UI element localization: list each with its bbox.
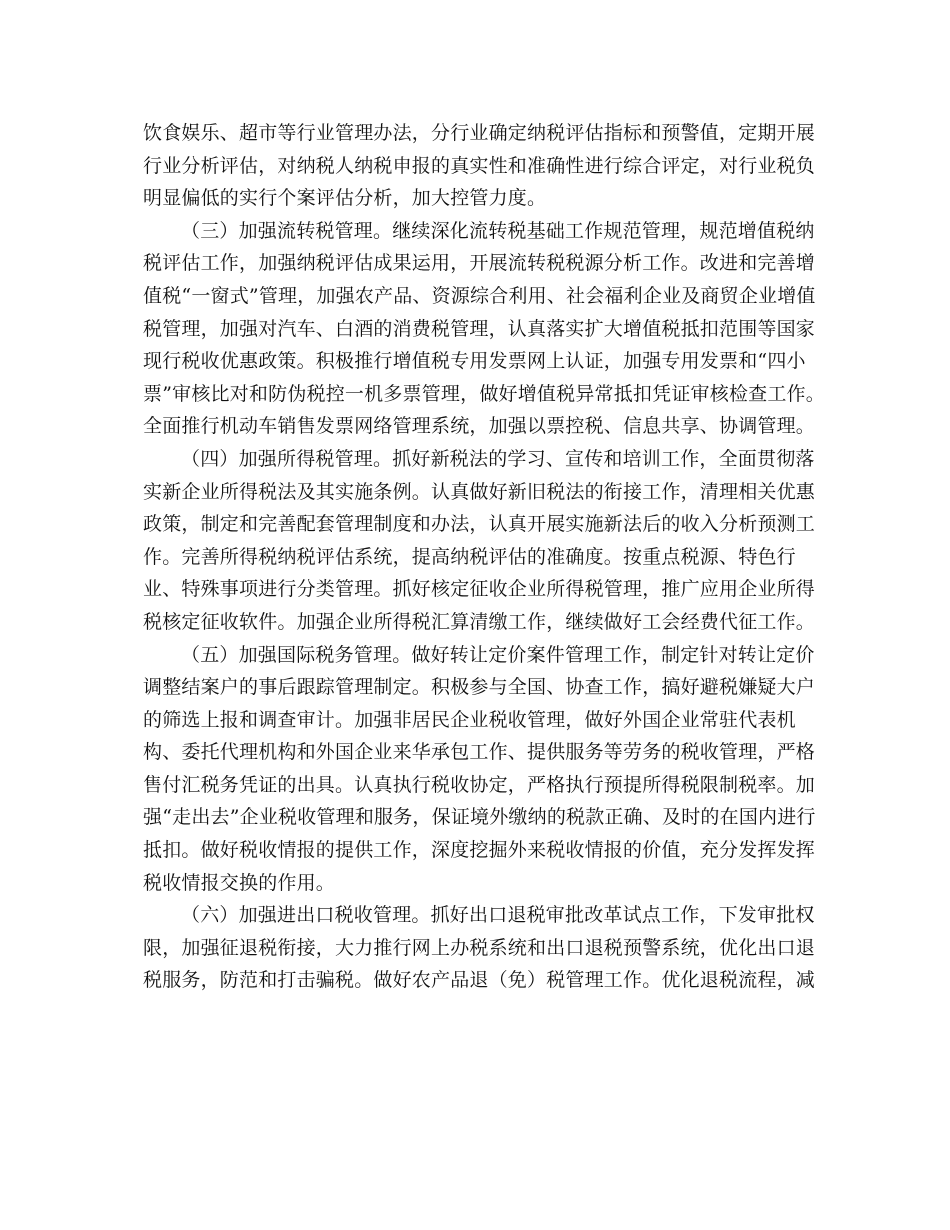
paragraph-turnover-tax — [143, 215, 825, 443]
text-line: 税服务，防范和打击骗税。做好农产品退（免）税管理工作。优化退税流程，减 — [143, 969, 816, 992]
text-line: 的筛选上报和调查审计。加强非居民企业税收管理，做好外国企业常驻代表机 — [143, 708, 796, 731]
text-line: 饮食娱乐、超市等行业管理办法，分行业确定纳税评估指标和预警值，定期开展 — [143, 122, 816, 144]
text-line: 抵扣。做好税收情报的提供工作，深度挖掘外来税收情报的价值，充分发挥发挥 — [143, 839, 816, 862]
text-line: 税核定征收软件。加强企业所得税汇算清缴工作，继续做好工会经费代征工作。 — [143, 610, 816, 633]
text-line: 调整结案户的事后跟踪管理制定。积极参与全国、协查工作，搞好避税嫌疑大户 — [143, 676, 816, 699]
text-line: 全面推行机动车销售发票网络管理系统，加强以票控税、信息共享、协调管理。 — [143, 415, 816, 438]
text-line: 构、委托代理机构和外国企业来华承包工作、提供服务等劳务的税收管理，严格 — [143, 741, 816, 764]
text-line: 业、特殊事项进行分类管理。抓好核定征收企业所得税管理，推广应用企业所得 — [143, 578, 816, 601]
text-line: 现行税收优惠政策。积极推行增值税专用发票网上认证，加强专用发票和“四小 — [143, 350, 806, 373]
text-line: （五）加强国际税务管理。做好转让定价案件管理工作，制定针对转让定价 — [181, 643, 815, 666]
text-line: 税收情报交换的作用。 — [143, 871, 336, 894]
text-line: （四）加强所得税管理。抓好新税法的学习、宣传和培训工作，全面贯彻落 — [181, 447, 815, 470]
text-line: 限，加强征退税衔接，大力推行网上办税系统和出口退税预警系统，优化出口退 — [143, 936, 816, 959]
text-line: （三）加强流转税管理。继续深化流转税基础工作规范管理，规范增值税纳 — [181, 219, 815, 242]
paragraph-international-tax — [143, 639, 816, 900]
text-line: 行业分析评估，对纳税人纳税申报的真实性和准确性进行综合评定，对行业税负 — [143, 154, 816, 177]
text-line: 税评估工作，加强纳税评估成果运用，开展流转税税源分析工作。改进和完善增 — [143, 252, 816, 275]
text-line: 政策，制定和完善配套管理制度和办法，认真开展实施新法后的收入分析预测工 — [143, 513, 816, 536]
text-line: 售付汇税务凭证的出具。认真执行税收协定，严格执行预提所得税限制税率。加 — [143, 773, 816, 796]
text-line: 值税“一窗式”管理，加强农产品、资源综合利用、社会福利企业及商贸企业增值 — [143, 284, 816, 307]
text-line: 实新企业所得税法及其实施条例。认真做好新旧税法的衔接工作，清理相关优惠 — [143, 480, 816, 503]
paragraph-import-export-tax — [143, 899, 816, 997]
text-line: 票”审核比对和防伪税控一机多票管理，做好增值税异常抵扣凭证审核检查工作。 — [143, 382, 825, 405]
document-body — [143, 117, 825, 997]
paragraph-income-tax — [143, 443, 816, 639]
text-line: 税管理，加强对汽车、白酒的消费税管理，认真落实扩大增值税抵扣范围等国家 — [143, 317, 816, 340]
paragraph-continuation — [143, 117, 816, 215]
text-line: （六）加强进出口税收管理。抓好出口退税审批改革试点工作，下发审批权 — [181, 904, 815, 927]
text-line: 作。完善所得税纳税评估系统，提高纳税评估的准确度。按重点税源、特色行 — [143, 545, 796, 568]
text-line: 明显偏低的实行个案评估分析，加大控管力度。 — [143, 187, 547, 210]
text-line: 强“走出去”企业税收管理和服务，保证境外缴纳的税款正确、及时的在国内进行 — [143, 806, 816, 829]
